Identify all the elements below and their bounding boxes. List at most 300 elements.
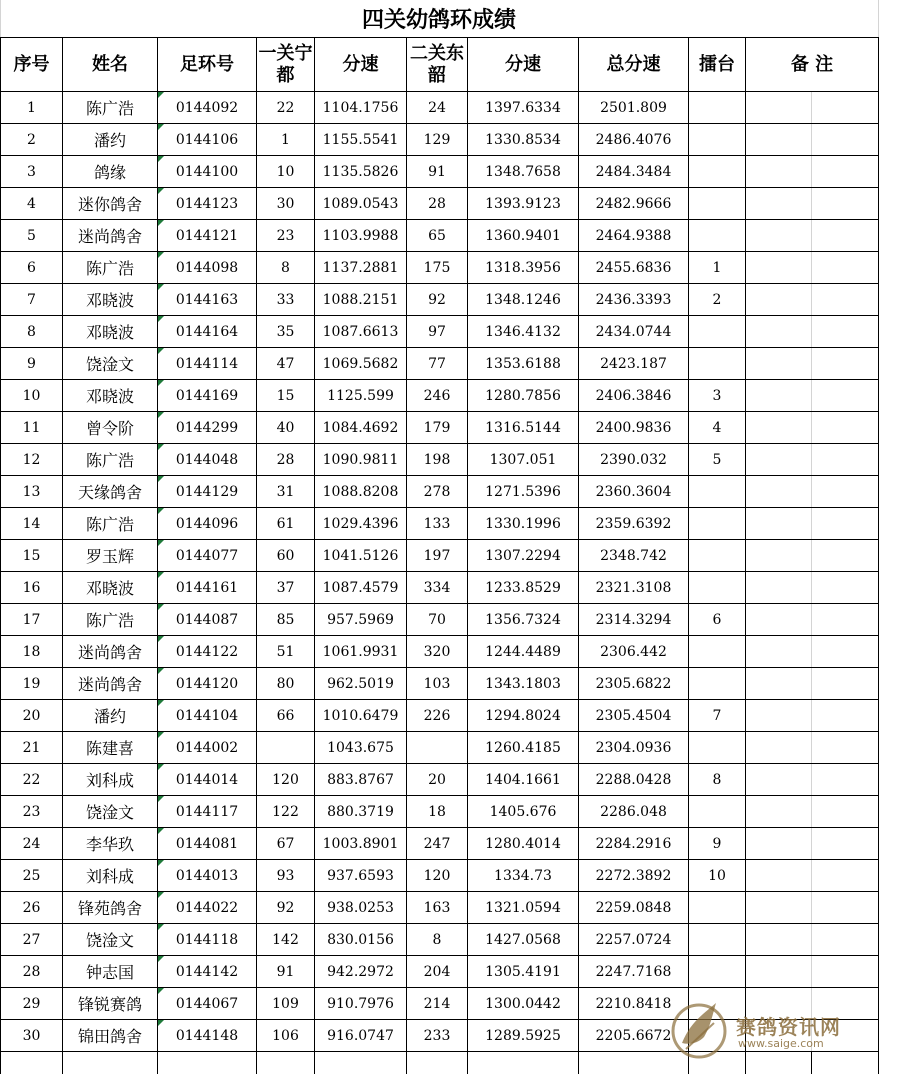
- cell-ring: 0144022: [158, 892, 257, 924]
- cell-note: [746, 956, 812, 988]
- cell-speed2: 1348.1246: [468, 284, 579, 316]
- header-total-speed: 总分速: [579, 38, 689, 92]
- cell-name: 迷你鸽舍: [63, 188, 158, 220]
- cell-seq: 10: [1, 380, 63, 412]
- cell-ring: 0144161: [158, 572, 257, 604]
- cell-seq: 1: [1, 92, 63, 124]
- cell-name: 鸽缘: [63, 156, 158, 188]
- cell-note: [812, 764, 879, 796]
- cell-speed1: 957.5969: [315, 604, 407, 636]
- cell-seq: 27: [1, 924, 63, 956]
- cell-seq: 12: [1, 444, 63, 476]
- cell-total-speed: 2390.032: [579, 444, 689, 476]
- cell-speed1: 1010.6479: [315, 700, 407, 732]
- comment-marker-icon: [158, 124, 164, 130]
- cell-note: [812, 636, 879, 668]
- cell-speed2: 1427.0568: [468, 924, 579, 956]
- cell-speed2: 1271.5396: [468, 476, 579, 508]
- cell-note: [812, 796, 879, 828]
- cell-race2-rank: 214: [407, 988, 468, 1020]
- cell-arena: [689, 508, 746, 540]
- cell-seq: 20: [1, 700, 63, 732]
- empty-cell: [468, 1052, 579, 1074]
- header-note: 备 注: [746, 38, 879, 92]
- cell-name: 锋锐赛鸽: [63, 988, 158, 1020]
- cell-arena: 6: [689, 604, 746, 636]
- cell-ring: 0144117: [158, 796, 257, 828]
- cell-seq: 2: [1, 124, 63, 156]
- cell-seq: 29: [1, 988, 63, 1020]
- cell-speed1: 1088.2151: [315, 284, 407, 316]
- cell-race2-rank: 175: [407, 252, 468, 284]
- cell-speed1: 942.2972: [315, 956, 407, 988]
- cell-race1-rank: [257, 732, 315, 764]
- cell-total-speed: 2321.3108: [579, 572, 689, 604]
- cell-speed2: 1307.2294: [468, 540, 579, 572]
- cell-note: [746, 380, 812, 412]
- cell-arena: [689, 156, 746, 188]
- cell-arena: 5: [689, 444, 746, 476]
- cell-race1-rank: 8: [257, 252, 315, 284]
- cell-race2-rank: 246: [407, 380, 468, 412]
- table-row: [1, 124, 879, 156]
- cell-total-speed: 2400.9836: [579, 412, 689, 444]
- watermark: [664, 993, 864, 1063]
- table-row: [1, 412, 879, 444]
- cell-note: [746, 92, 812, 124]
- cell-race2-rank: 103: [407, 668, 468, 700]
- table-row: [1, 764, 879, 796]
- cell-note: [746, 284, 812, 316]
- pigeon-logo-icon: [664, 993, 734, 1063]
- cell-arena: [689, 220, 746, 252]
- cell-seq: 30: [1, 1020, 63, 1052]
- cell-name: 迷尚鸽舍: [63, 668, 158, 700]
- cell-total-speed: 2406.3846: [579, 380, 689, 412]
- cell-race2-rank: 70: [407, 604, 468, 636]
- cell-note: [746, 860, 812, 892]
- cell-race1-rank: 60: [257, 540, 315, 572]
- comment-marker-icon: [158, 956, 164, 962]
- cell-total-speed: 2486.4076: [579, 124, 689, 156]
- cell-speed2: 1316.5144: [468, 412, 579, 444]
- table-row: [1, 860, 879, 892]
- cell-race2-rank: 91: [407, 156, 468, 188]
- cell-note: [812, 828, 879, 860]
- cell-seq: 13: [1, 476, 63, 508]
- cell-speed2: 1305.4191: [468, 956, 579, 988]
- table-row: [1, 732, 879, 764]
- cell-speed2: 1321.0594: [468, 892, 579, 924]
- comment-marker-icon: [158, 796, 164, 802]
- cell-total-speed: 2423.187: [579, 348, 689, 380]
- cell-note: [812, 380, 879, 412]
- table-row: [1, 92, 879, 124]
- cell-note: [746, 540, 812, 572]
- cell-name: 潘约: [63, 700, 158, 732]
- cell-arena: [689, 732, 746, 764]
- cell-speed1: 1061.9931: [315, 636, 407, 668]
- cell-note: [746, 732, 812, 764]
- cell-name: 李华玖: [63, 828, 158, 860]
- cell-speed1: 1137.2881: [315, 252, 407, 284]
- comment-marker-icon: [158, 764, 164, 770]
- cell-race1-rank: 92: [257, 892, 315, 924]
- cell-name: 陈广浩: [63, 252, 158, 284]
- comment-marker-icon: [158, 732, 164, 738]
- cell-seq: 22: [1, 764, 63, 796]
- cell-race2-rank: 24: [407, 92, 468, 124]
- cell-ring: 0144121: [158, 220, 257, 252]
- cell-speed2: 1360.9401: [468, 220, 579, 252]
- cell-speed1: 830.0156: [315, 924, 407, 956]
- comment-marker-icon: [158, 572, 164, 578]
- cell-seq: 9: [1, 348, 63, 380]
- cell-speed1: 1029.4396: [315, 508, 407, 540]
- cell-seq: 8: [1, 316, 63, 348]
- cell-speed2: 1393.9123: [468, 188, 579, 220]
- comment-marker-icon: [158, 92, 164, 98]
- cell-speed1: 1087.6613: [315, 316, 407, 348]
- cell-name: 迷尚鸽舍: [63, 636, 158, 668]
- comment-marker-icon: [158, 828, 164, 834]
- cell-race2-rank: 226: [407, 700, 468, 732]
- cell-race2-rank: 163: [407, 892, 468, 924]
- cell-race1-rank: 23: [257, 220, 315, 252]
- cell-speed2: 1353.6188: [468, 348, 579, 380]
- table-row: [1, 668, 879, 700]
- comment-marker-icon: [158, 892, 164, 898]
- cell-speed1: 1087.4579: [315, 572, 407, 604]
- cell-note: [746, 796, 812, 828]
- cell-note: [746, 412, 812, 444]
- cell-arena: [689, 476, 746, 508]
- cell-seq: 7: [1, 284, 63, 316]
- cell-seq: 23: [1, 796, 63, 828]
- cell-race1-rank: 40: [257, 412, 315, 444]
- comment-marker-icon: [158, 636, 164, 642]
- table-row: [1, 252, 879, 284]
- table-row: [1, 636, 879, 668]
- cell-speed2: 1233.8529: [468, 572, 579, 604]
- cell-note: [812, 412, 879, 444]
- empty-cell: [407, 1052, 468, 1074]
- empty-cell: [315, 1052, 407, 1074]
- cell-note: [746, 508, 812, 540]
- empty-cell: [63, 1052, 158, 1074]
- table-row: [1, 828, 879, 860]
- cell-total-speed: 2434.0744: [579, 316, 689, 348]
- cell-total-speed: 2210.8418: [579, 988, 689, 1020]
- comment-marker-icon: [158, 252, 164, 258]
- cell-note: [812, 956, 879, 988]
- cell-speed1: 910.7976: [315, 988, 407, 1020]
- cell-note: [812, 604, 879, 636]
- cell-arena: 7: [689, 700, 746, 732]
- cell-note: [746, 348, 812, 380]
- cell-note: [746, 604, 812, 636]
- cell-speed2: 1404.1661: [468, 764, 579, 796]
- cell-note: [812, 508, 879, 540]
- cell-total-speed: 2306.442: [579, 636, 689, 668]
- cell-arena: 9: [689, 828, 746, 860]
- cell-arena: 1: [689, 252, 746, 284]
- cell-name: 饶淦文: [63, 796, 158, 828]
- cell-speed2: 1343.1803: [468, 668, 579, 700]
- table-row: [1, 572, 879, 604]
- cell-seq: 6: [1, 252, 63, 284]
- cell-ring: 0144148: [158, 1020, 257, 1052]
- cell-seq: 5: [1, 220, 63, 252]
- cell-name: 潘约: [63, 124, 158, 156]
- cell-note: [812, 348, 879, 380]
- cell-speed1: 916.0747: [315, 1020, 407, 1052]
- cell-name: 邓晓波: [63, 380, 158, 412]
- cell-seq: 3: [1, 156, 63, 188]
- cell-arena: [689, 572, 746, 604]
- cell-name: 刘科成: [63, 764, 158, 796]
- cell-seq: 15: [1, 540, 63, 572]
- cell-name: 锋苑鸽舍: [63, 892, 158, 924]
- cell-race2-rank: 197: [407, 540, 468, 572]
- cell-speed2: 1300.0442: [468, 988, 579, 1020]
- cell-speed1: 1043.675: [315, 732, 407, 764]
- cell-ring: 0144122: [158, 636, 257, 668]
- watermark-url: www.saige.com: [738, 1037, 824, 1050]
- cell-race1-rank: 31: [257, 476, 315, 508]
- cell-note: [746, 188, 812, 220]
- cell-note: [812, 156, 879, 188]
- cell-race1-rank: 91: [257, 956, 315, 988]
- cell-race2-rank: 92: [407, 284, 468, 316]
- cell-name: 曾令阶: [63, 412, 158, 444]
- comment-marker-icon: [158, 924, 164, 930]
- cell-name: 邓晓波: [63, 316, 158, 348]
- cell-race1-rank: 10: [257, 156, 315, 188]
- cell-name: 罗玉辉: [63, 540, 158, 572]
- cell-total-speed: 2482.9666: [579, 188, 689, 220]
- cell-name: 饶淦文: [63, 348, 158, 380]
- cell-ring: 0144067: [158, 988, 257, 1020]
- comment-marker-icon: [158, 156, 164, 162]
- cell-race2-rank: 8: [407, 924, 468, 956]
- cell-total-speed: 2305.4504: [579, 700, 689, 732]
- table-row: [1, 892, 879, 924]
- cell-name: 陈广浩: [63, 92, 158, 124]
- comment-marker-icon: [158, 476, 164, 482]
- table-row: [1, 924, 879, 956]
- comment-marker-icon: [158, 412, 164, 418]
- cell-speed2: 1330.8534: [468, 124, 579, 156]
- cell-race1-rank: 93: [257, 860, 315, 892]
- cell-note: [812, 668, 879, 700]
- cell-seq: 28: [1, 956, 63, 988]
- cell-ring: 0144002: [158, 732, 257, 764]
- cell-speed1: 1155.5541: [315, 124, 407, 156]
- header-speed1: 分速: [315, 38, 407, 92]
- cell-total-speed: 2314.3294: [579, 604, 689, 636]
- cell-seq: 26: [1, 892, 63, 924]
- results-table: [0, 37, 879, 1074]
- header-ring: 足环号: [158, 38, 257, 92]
- cell-race2-rank: 204: [407, 956, 468, 988]
- cell-speed1: 1069.5682: [315, 348, 407, 380]
- comment-marker-icon: [158, 1020, 164, 1026]
- cell-race1-rank: 37: [257, 572, 315, 604]
- cell-arena: [689, 540, 746, 572]
- cell-speed2: 1346.4132: [468, 316, 579, 348]
- cell-note: [812, 252, 879, 284]
- table-row: [1, 156, 879, 188]
- cell-name: 陈广浩: [63, 508, 158, 540]
- cell-race2-rank: 247: [407, 828, 468, 860]
- cell-race2-rank: 233: [407, 1020, 468, 1052]
- cell-race2-rank: 198: [407, 444, 468, 476]
- cell-note: [812, 124, 879, 156]
- cell-race1-rank: 47: [257, 348, 315, 380]
- empty-cell: [257, 1052, 315, 1074]
- cell-note: [812, 572, 879, 604]
- cell-total-speed: 2464.9388: [579, 220, 689, 252]
- cell-speed1: 1084.4692: [315, 412, 407, 444]
- empty-cell: [158, 1052, 257, 1074]
- cell-name: 陈广浩: [63, 444, 158, 476]
- cell-note: [746, 924, 812, 956]
- table-row: [1, 508, 879, 540]
- cell-total-speed: 2360.3604: [579, 476, 689, 508]
- cell-total-speed: 2304.0936: [579, 732, 689, 764]
- comment-marker-icon: [158, 988, 164, 994]
- cell-note: [746, 572, 812, 604]
- cell-arena: [689, 348, 746, 380]
- cell-race2-rank: 28: [407, 188, 468, 220]
- watermark-text: 赛鸽资讯网: [736, 1011, 841, 1040]
- cell-seq: 11: [1, 412, 63, 444]
- table-row: [1, 284, 879, 316]
- cell-race1-rank: 122: [257, 796, 315, 828]
- cell-note: [812, 92, 879, 124]
- cell-total-speed: 2259.0848: [579, 892, 689, 924]
- cell-name: 陈广浩: [63, 604, 158, 636]
- cell-ring: 0144092: [158, 92, 257, 124]
- cell-name: 饶淦文: [63, 924, 158, 956]
- cell-ring: 0144118: [158, 924, 257, 956]
- cell-race1-rank: 35: [257, 316, 315, 348]
- table-row: [1, 956, 879, 988]
- comment-marker-icon: [158, 604, 164, 610]
- cell-speed2: 1260.4185: [468, 732, 579, 764]
- cell-name: 刘科成: [63, 860, 158, 892]
- cell-race2-rank: 97: [407, 316, 468, 348]
- cell-seq: 19: [1, 668, 63, 700]
- cell-total-speed: 2359.6392: [579, 508, 689, 540]
- cell-total-speed: 2284.2916: [579, 828, 689, 860]
- cell-race2-rank: [407, 732, 468, 764]
- header-seq: 序号: [1, 38, 63, 92]
- sheet-title: 四关幼鸽环成绩: [0, 0, 878, 37]
- header-arena: 擂台: [689, 38, 746, 92]
- table-row: [1, 604, 879, 636]
- cell-total-speed: 2305.6822: [579, 668, 689, 700]
- cell-race1-rank: 33: [257, 284, 315, 316]
- cell-name: 钟志国: [63, 956, 158, 988]
- cell-ring: 0144077: [158, 540, 257, 572]
- cell-race1-rank: 67: [257, 828, 315, 860]
- cell-race1-rank: 15: [257, 380, 315, 412]
- cell-total-speed: 2455.6836: [579, 252, 689, 284]
- cell-race1-rank: 61: [257, 508, 315, 540]
- table-row: [1, 796, 879, 828]
- cell-speed2: 1318.3956: [468, 252, 579, 284]
- cell-note: [812, 540, 879, 572]
- cell-ring: 0144014: [158, 764, 257, 796]
- cell-race1-rank: 66: [257, 700, 315, 732]
- cell-speed1: 937.6593: [315, 860, 407, 892]
- cell-speed2: 1289.5925: [468, 1020, 579, 1052]
- cell-arena: [689, 956, 746, 988]
- cell-total-speed: 2501.809: [579, 92, 689, 124]
- cell-speed1: 1089.0543: [315, 188, 407, 220]
- cell-note: [812, 188, 879, 220]
- cell-note: [812, 444, 879, 476]
- cell-ring: 0144129: [158, 476, 257, 508]
- cell-ring: 0144164: [158, 316, 257, 348]
- cell-total-speed: 2257.0724: [579, 924, 689, 956]
- header-speed2: 分速: [468, 38, 579, 92]
- cell-race1-rank: 30: [257, 188, 315, 220]
- cell-ring: 0144098: [158, 252, 257, 284]
- cell-seq: 14: [1, 508, 63, 540]
- cell-note: [746, 668, 812, 700]
- comment-marker-icon: [158, 540, 164, 546]
- cell-speed1: 883.8767: [315, 764, 407, 796]
- cell-arena: [689, 92, 746, 124]
- cell-race2-rank: 120: [407, 860, 468, 892]
- cell-seq: 18: [1, 636, 63, 668]
- cell-speed2: 1397.6334: [468, 92, 579, 124]
- cell-seq: 17: [1, 604, 63, 636]
- cell-speed1: 1125.599: [315, 380, 407, 412]
- cell-speed1: 880.3719: [315, 796, 407, 828]
- comment-marker-icon: [158, 700, 164, 706]
- empty-cell: [1, 1052, 63, 1074]
- cell-speed2: 1334.73: [468, 860, 579, 892]
- cell-name: 邓晓波: [63, 284, 158, 316]
- cell-total-speed: 2436.3393: [579, 284, 689, 316]
- cell-race2-rank: 77: [407, 348, 468, 380]
- table-row: [1, 540, 879, 572]
- cell-note: [746, 220, 812, 252]
- cell-note: [746, 156, 812, 188]
- cell-total-speed: 2288.0428: [579, 764, 689, 796]
- cell-note: [746, 828, 812, 860]
- cell-note: [746, 316, 812, 348]
- cell-arena: [689, 188, 746, 220]
- cell-ring: 0144114: [158, 348, 257, 380]
- cell-ring: 0144142: [158, 956, 257, 988]
- cell-race1-rank: 28: [257, 444, 315, 476]
- cell-name: 天缘鸽舍: [63, 476, 158, 508]
- cell-note: [812, 220, 879, 252]
- cell-total-speed: 2484.3484: [579, 156, 689, 188]
- cell-ring: 0144096: [158, 508, 257, 540]
- cell-race2-rank: 133: [407, 508, 468, 540]
- cell-seq: 25: [1, 860, 63, 892]
- cell-speed2: 1307.051: [468, 444, 579, 476]
- cell-speed2: 1280.7856: [468, 380, 579, 412]
- table-row: [1, 444, 879, 476]
- cell-ring: 0144106: [158, 124, 257, 156]
